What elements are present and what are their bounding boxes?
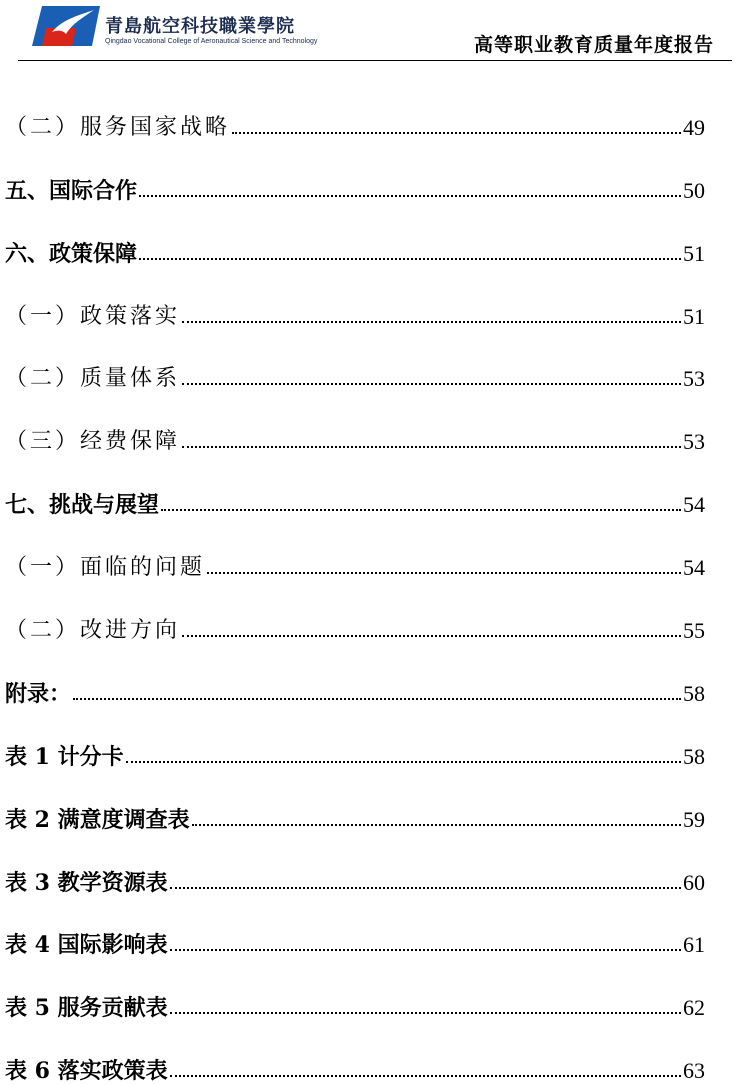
toc-entry[interactable] — [5, 770, 705, 833]
toc-entry-title: 六、政策保障 — [5, 240, 138, 267]
toc-page-number: 63 — [683, 1058, 705, 1084]
toc-page-number: 54 — [683, 492, 705, 518]
toc-page-number: 58 — [683, 680, 705, 706]
toc-dot-leader — [182, 446, 681, 448]
toc-entry[interactable] — [5, 833, 705, 896]
toc-dot-leader — [170, 887, 681, 889]
toc-page-number: 54 — [683, 555, 705, 581]
page-header — [0, 0, 750, 64]
toc-entry[interactable] — [5, 958, 705, 1021]
toc-page-number: 51 — [683, 303, 705, 329]
toc-page-number: 60 — [683, 869, 705, 895]
toc-entry[interactable] — [5, 1021, 705, 1084]
toc-entry-title: 附录： — [5, 680, 72, 707]
toc-page-number: 49 — [683, 114, 705, 140]
toc-entry-title: 表 1 计分卡 — [5, 743, 124, 770]
toc-entry-title: 表 3 教学资源表 — [5, 869, 168, 896]
toc-dot-leader — [207, 572, 681, 574]
toc-entry[interactable] — [5, 267, 705, 330]
toc-entry[interactable] — [5, 78, 705, 141]
toc-dot-leader — [192, 824, 681, 826]
toc-entry-title: （一）政策落实 — [5, 303, 181, 329]
toc-dot-leader — [170, 949, 681, 951]
toc-page-number: 58 — [683, 743, 705, 769]
header-divider — [18, 60, 732, 61]
toc-entry[interactable] — [5, 644, 705, 707]
toc-dot-leader — [170, 1075, 681, 1077]
toc-entry-title: 五、国际合作 — [5, 177, 138, 204]
toc-entry-title: （一）面临的问题 — [5, 555, 206, 581]
toc-page-number: 62 — [683, 995, 705, 1021]
toc-page-number: 53 — [683, 429, 705, 455]
toc-entry[interactable] — [5, 392, 705, 455]
institution-name-cn: 青島航空科技職業學院 — [105, 16, 295, 37]
toc-dot-leader — [139, 195, 681, 197]
toc-entry-title: 表 4 国际影响表 — [5, 932, 168, 959]
toc-entry-title: （二）质量体系 — [5, 366, 181, 392]
toc-dot-leader — [73, 698, 681, 700]
toc-entry[interactable] — [5, 707, 705, 770]
toc-entry-title: （三）经费保障 — [5, 429, 181, 455]
toc-entry-title: （二）服务国家战略 — [5, 114, 231, 140]
toc-entry[interactable] — [5, 204, 705, 267]
toc-page-number: 51 — [683, 240, 705, 266]
logo-red-shape — [42, 28, 76, 46]
toc-page-number: 53 — [683, 366, 705, 392]
report-title: 高等职业教育质量年度报告 — [473, 34, 714, 56]
toc-dot-leader — [139, 258, 681, 260]
table-of-contents — [5, 78, 705, 1084]
toc-entry-title: 表 2 满意度调查表 — [5, 806, 190, 833]
institution-name-en: Qingdao Vocational College of Aeronautical Science and Technology — [105, 38, 318, 45]
college-logo-icon — [32, 4, 102, 48]
toc-entry[interactable] — [5, 518, 705, 581]
toc-entry[interactable] — [5, 581, 705, 644]
toc-page-number: 61 — [683, 932, 705, 958]
toc-entry[interactable] — [5, 896, 705, 959]
toc-dot-leader — [182, 321, 681, 323]
toc-dot-leader — [232, 132, 681, 134]
toc-dot-leader — [126, 761, 681, 763]
toc-entry-title: 表 5 服务贡献表 — [5, 995, 168, 1022]
toc-page-number: 50 — [683, 177, 705, 203]
toc-entry-title: 表 6 落实政策表 — [5, 1058, 168, 1084]
toc-entry[interactable] — [5, 141, 705, 204]
toc-dot-leader — [170, 1012, 681, 1014]
toc-entry-title: （二）改进方向 — [5, 618, 181, 644]
toc-dot-leader — [182, 383, 681, 385]
toc-entry[interactable] — [5, 455, 705, 518]
toc-dot-leader — [182, 635, 681, 637]
toc-page-number: 55 — [683, 618, 705, 644]
toc-entry-title: 七、挑战与展望 — [5, 492, 160, 519]
toc-page-number: 59 — [683, 806, 705, 832]
toc-dot-leader — [161, 509, 681, 511]
toc-entry[interactable] — [5, 330, 705, 393]
